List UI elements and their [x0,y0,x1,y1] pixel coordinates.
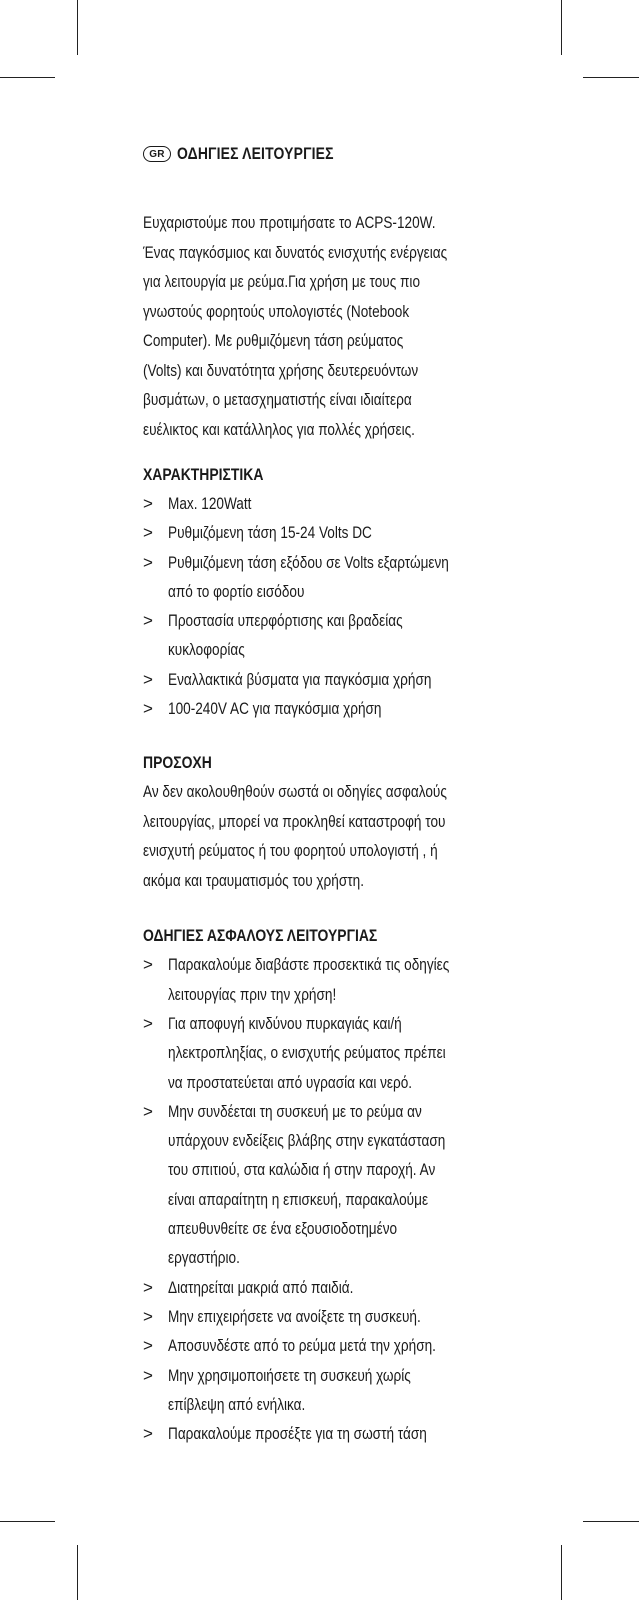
list-item-line: Μην επιχειρήσετε να ανοίξετε τη συσκευή. [168,1306,421,1326]
list-item-line: επίβλεψη από ενήλικα. [168,1394,306,1414]
language-badge: GR [143,146,171,162]
bullet-arrow-icon: > [143,1013,153,1033]
caution-line: ακόμα και τραυματισμός του χρήστη. [143,870,364,890]
list-item-line: από το φορτίο εισόδου [168,581,305,601]
crop-mark-top-left-vertical [77,0,78,55]
list-item-line: Μην χρησιμοποιήσετε τη συσκευή χωρίς [168,1365,411,1385]
list-item-line: Προστασία υπερφόρτισης και βραδείας [168,611,403,631]
safety-section [143,921,495,1448]
list-item-line: απευθυνθείτε σε ένα εξουσιοδοτημένο [168,1219,398,1239]
safety-list [143,950,495,1448]
bullet-arrow-icon: > [143,1424,153,1444]
caution-heading: ΠΡΟΣΟΧΗ [143,753,212,773]
features-list [143,489,495,723]
crop-mark-bottom-left-horizontal [0,1521,55,1522]
list-item-line: είναι απαραίτητη η επισκευή, παρακαλούμε [168,1189,429,1209]
list-item [143,694,495,723]
list-item-line: Μην συνδέεται τη συσκευή με το ρεύμα αν [168,1101,422,1121]
list-item [143,1302,495,1331]
bullet-arrow-icon: > [143,1306,153,1326]
list-item-line: Διατηρείται μακριά από παιδιά. [168,1277,354,1297]
bullet-arrow-icon: > [143,1336,153,1356]
bullet-arrow-icon: > [143,1101,153,1121]
list-item-line: Παρακαλούμε διαβάστε προσεκτικά τις οδηγίες [168,955,450,975]
intro-line: (Volts) και δυνατότητα χρήσης δευτερευόντων [143,360,419,380]
intro-line: για λειτουργία με ρεύμα.Για χρήση με τους πιο [143,272,421,291]
list-item-line: Ρυθμιζόμενη τάση εξόδου σε Volts εξαρτώμενη [168,552,449,572]
features-section [143,460,495,723]
bullet-arrow-icon: > [143,669,153,689]
intro-paragraph [143,208,495,444]
list-item [143,1331,495,1360]
list-item [143,1419,495,1448]
list-item-line: Max. 120Watt [168,494,252,513]
list-item-line: υπάρχουν ενδείξεις βλάβης στην εγκατάσταση [168,1131,446,1151]
page-title: ΟΔΗΓΙΕΣ ΛΕΙΤΟΥΡΓΙΕΣ [177,144,334,163]
crop-mark-top-right-vertical [561,0,562,55]
list-item-line: του σπιτιού, στα καλώδια ή στην παροχή. Αν [168,1160,436,1180]
bullet-arrow-icon: > [143,552,153,572]
caution-line: λειτουργίας, μπορεί να προκληθεί καταστροφή του [143,811,446,831]
list-item [143,489,495,518]
list-item-line: Εναλλακτικά βύσματα για παγκόσμια χρήση [168,669,432,689]
list-item-line: 100-240V AC για παγκόσμια χρήση [168,699,382,719]
bullet-arrow-icon: > [143,955,153,975]
list-item-line: κυκλοφορίας [168,640,245,660]
list-item [143,1009,495,1097]
list-item-line: Αποσυνδέστε από το ρεύμα μετά την χρήση. [168,1336,436,1356]
crop-mark-bottom-right-vertical [561,1545,562,1600]
list-item [143,950,495,1009]
list-item [143,548,495,607]
manual-content [143,140,495,1448]
list-item [143,1273,495,1302]
bullet-arrow-icon: > [143,699,153,719]
safety-heading: ΟΔΗΓΙΕΣ ΑΣΦΑΛΟΥΣ ΛΕΙΤΟΥΡΓΙΑΣ [143,926,378,946]
list-item-line: Για αποφυγή κινδύνου πυρκαγιάς και/ή [168,1013,402,1033]
list-item [143,1361,495,1420]
list-item-line: να προστατεύεται από υγρασία και νερό. [168,1072,413,1092]
crop-mark-bottom-left-vertical [77,1545,78,1600]
list-item-line: ηλεκτροπληξίας, ο ενισχυτής ρεύματος πρέπει [168,1043,446,1063]
list-item [143,1097,495,1273]
crop-mark-top-right-horizontal [583,77,639,78]
list-item [143,518,495,547]
list-item-line: εργαστήριο. [168,1248,240,1268]
caution-paragraph [143,777,495,895]
bullet-arrow-icon: > [143,523,153,543]
bullet-arrow-icon: > [143,1365,153,1385]
intro-line: Ένας παγκόσμιος και δυνατός ενισχυτής ενέργειας [143,242,448,262]
bullet-arrow-icon: > [143,611,153,631]
list-item-line: λειτουργίας πριν την χρήση! [168,984,337,1004]
list-item-line: Παρακαλούμε προσέξτε για τη σωστή τάση [168,1424,427,1444]
list-item [143,665,495,694]
list-item [143,606,495,665]
crop-mark-bottom-right-horizontal [583,1521,639,1522]
crop-mark-top-left-horizontal [0,77,55,78]
title-row [143,140,495,168]
intro-line: ευέλικτος και κατάλληλος για πολλές χρήσεις. [143,419,415,439]
intro-line: βυσμάτων, ο μετασχηματιστής είναι ιδιαίτερα [143,390,412,409]
bullet-arrow-icon: > [143,494,153,513]
features-heading: ΧΑΡΑΚΤΗΡΙΣΤΙΚΑ [143,465,264,484]
caution-line: ενισχυτή ρεύματος ή του φορητού υπολογιστή , ή [143,841,438,861]
intro-line: Computer). Με ρυθμιζόμενη τάση ρεύματος [143,331,404,350]
intro-line: Ευχαριστούμε που προτιμήσατε το ACPS-120W. [143,213,436,232]
caution-line: Αν δεν ακολουθηθούν σωστά οι οδηγίες ασφαλούς [143,782,447,802]
list-item-line: Ρυθμιζόμενη τάση 15-24 Volts DC [168,523,372,543]
bullet-arrow-icon: > [143,1277,153,1297]
caution-section [143,748,495,895]
intro-line: γνωστούς φορητούς υπολογιστές (Notebook [143,301,410,321]
